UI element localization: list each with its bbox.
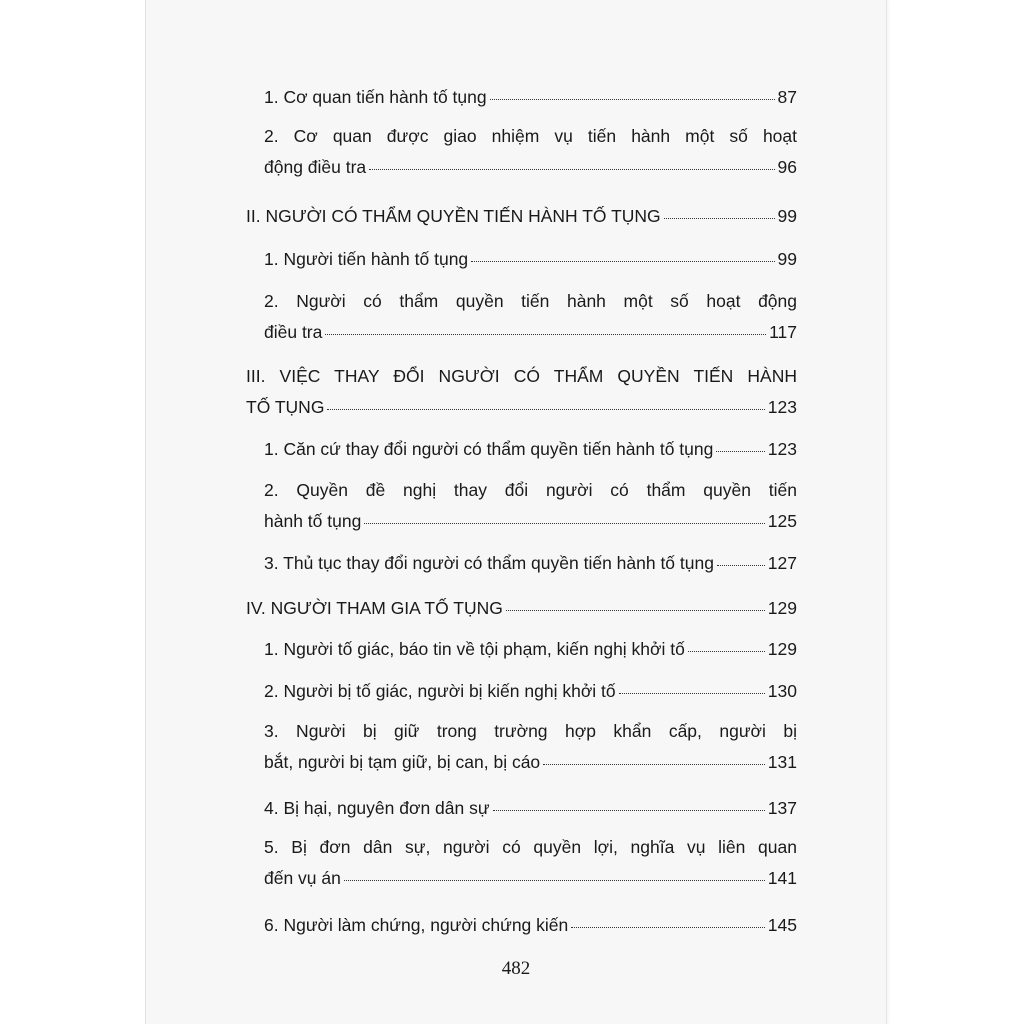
toc-entry-title: IV. NGƯỜI THAM GIA TỐ TỤNG [246,598,503,618]
toc-entry [264,552,797,574]
toc-entry [264,638,797,660]
toc-entry-title-line: III. VIỆC THAY ĐỔI NGƯỜI CÓ THẨM QUYỀN TIẾN HÀNH [246,366,797,386]
dot-leader [325,334,766,335]
toc-entry-title: II. NGƯỜI CÓ THẨM QUYỀN TIẾN HÀNH TỐ TỤNG [246,206,661,226]
dot-leader [490,99,775,100]
toc-entry [264,438,797,460]
toc-entry-title-line: 2. Cơ quan được giao nhiệm vụ tiến hành một số hoạt [264,126,797,146]
toc-page-number: 99 [777,249,797,269]
toc-page-number: 125 [767,511,797,531]
toc-entry-title: hành tố tụng [264,511,362,531]
dot-leader [344,880,765,881]
toc-entry-title: động điều tra [264,157,367,177]
toc-entry [264,290,797,343]
toc-entry-title: 3. Thủ tục thay đổi người có thẩm quyền tiến hành tố tụng [264,553,714,573]
dot-leader [506,610,765,611]
dot-leader [493,810,765,811]
page-number: 482 [501,958,531,979]
toc-entry-title-line: 2. Quyền đề nghị thay đổi người có thẩm quyền tiến [264,480,797,500]
toc-entry-title: 1. Người tố giác, báo tin về tội phạm, kiến nghị khởi tố [264,639,685,659]
toc-page-number: 87 [777,87,797,107]
toc-entry [264,125,797,178]
toc-page-number: 141 [767,868,797,888]
dot-leader [471,261,774,262]
dot-leader [664,218,775,219]
toc-entry [264,248,797,270]
toc-entry-title: điều tra [264,322,323,342]
toc-entry [264,914,797,936]
toc-entry-title-line: 5. Bị đơn dân sự, người có quyền lợi, nghĩa vụ liên quan [264,837,797,857]
toc-entry [264,797,797,819]
dot-leader [369,169,774,170]
dot-leader [364,523,764,524]
toc-page-number: 145 [767,915,797,935]
dot-leader [571,927,765,928]
toc-page-number: 117 [769,322,797,342]
toc-entry [264,479,797,532]
dot-leader [543,764,765,765]
toc-entry-title: 2. Người bị tố giác, người bị kiến nghị khởi tố [264,681,616,701]
toc-entry-title: TỐ TỤNG [246,397,325,417]
toc-section-heading [246,205,797,227]
dot-leader [688,651,765,652]
dot-leader [327,409,764,410]
toc-entry [264,680,797,702]
toc-entry-title: bắt, người bị tạm giữ, bị can, bị cáo [264,752,541,772]
toc-entry-title: 1. Cơ quan tiến hành tố tụng [264,87,487,107]
dot-leader [619,693,765,694]
toc-page-number: 123 [767,439,797,459]
toc-entry [264,836,797,889]
toc-page-number: 129 [767,639,797,659]
toc-page-number: 99 [777,206,797,226]
toc-entry-title: đến vụ án [264,868,341,888]
toc-page-number: 129 [767,598,797,618]
toc-entry-title-line: 3. Người bị giữ trong trường hợp khẩn cấp, người bị [264,721,797,741]
book-page [145,0,887,1024]
toc-section-heading [246,365,797,418]
toc-entry-title: 1. Căn cứ thay đổi người có thẩm quyền tiến hành tố tụng [264,439,714,459]
toc-entry-title-line: 2. Người có thẩm quyền tiến hành một số hoạt động [264,291,797,311]
toc-section-heading [246,597,797,619]
toc-entry [264,86,797,108]
toc-entry-title: 6. Người làm chứng, người chứng kiến [264,915,569,935]
toc-page-number: 137 [767,798,797,818]
toc-entry [264,720,797,773]
toc-entry-title: 4. Bị hại, nguyên đơn dân sự [264,798,490,818]
toc-entry-title: 1. Người tiến hành tố tụng [264,249,469,269]
dot-leader [717,565,765,566]
toc-page-number: 127 [767,553,797,573]
toc-page-number: 130 [767,681,797,701]
toc-page-number: 131 [767,752,797,772]
dot-leader [716,451,764,452]
table-of-contents [146,0,886,1024]
toc-page-number: 123 [767,397,797,417]
toc-page-number: 96 [777,157,797,177]
